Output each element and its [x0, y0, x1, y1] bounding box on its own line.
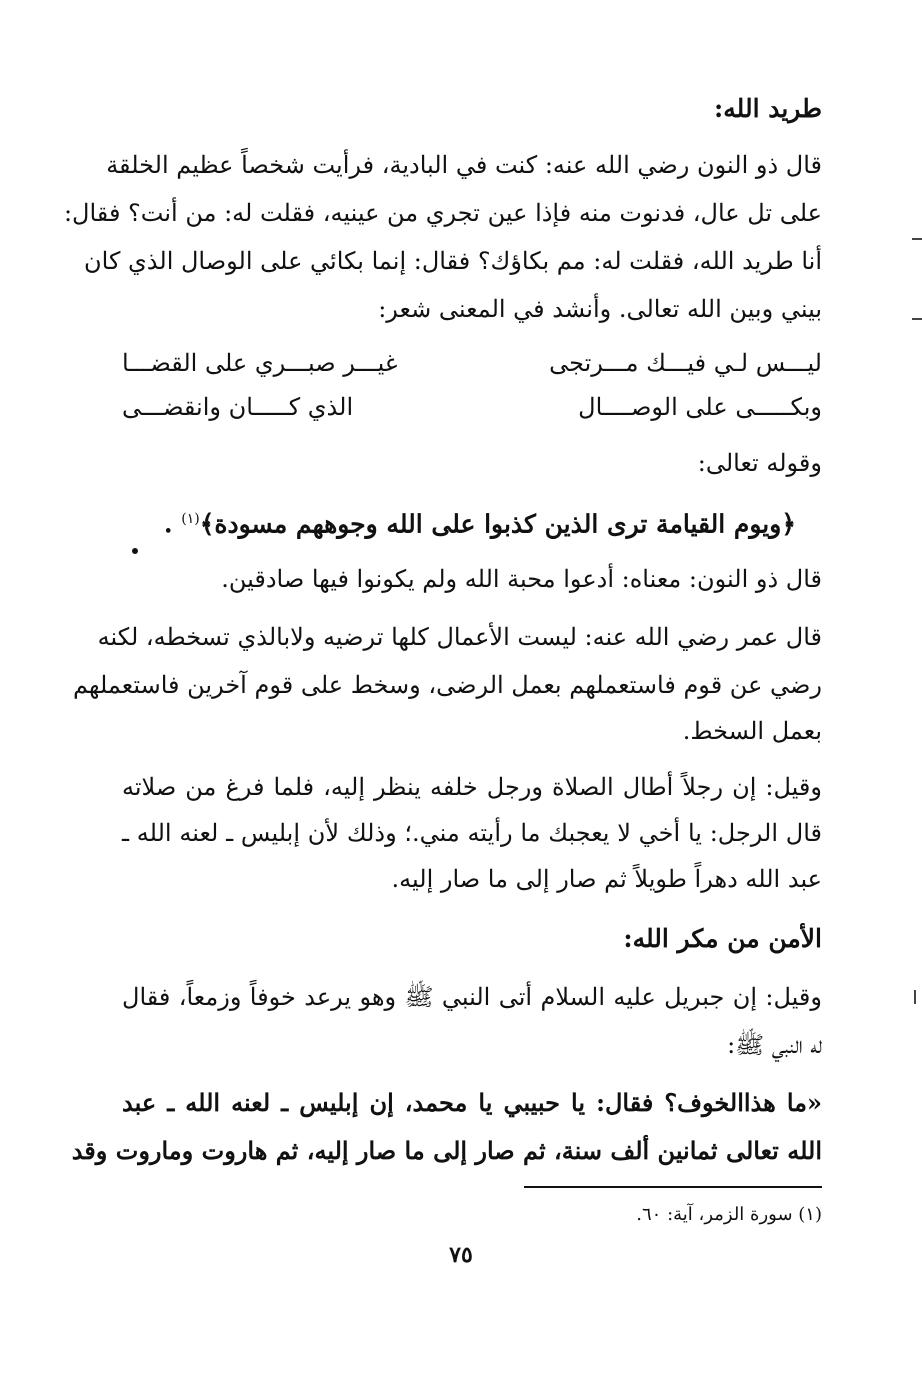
paragraph-line: قال الرجل: يا أخي لا يعجبك ما رأيته مني.؛ وذلك لأن إبليس ـ لعنه الله ـ: [122, 819, 822, 847]
quran-verse-text: ﴿ويوم القيامة ترى الذين كذبوا على الله وجوههم مسودة﴾: [199, 509, 796, 539]
footnote-separator: [524, 1186, 822, 1188]
paragraph-dhul-nun-meaning: قال ذو النون: معناه: أدعوا محبة الله ولم يكونوا فيها صادقين.: [221, 565, 822, 593]
quran-verse-period: .: [163, 509, 173, 539]
paragraph-line: له النبي ﷺ:: [727, 1031, 822, 1059]
paragraph-line: بعمل السخط.: [682, 717, 822, 745]
paragraph-line: «ما هذاالخوف؟ فقال: يا حبيبي يا محمد، إن إبليس ـ لعنه الله ـ عبد: [122, 1088, 822, 1117]
poem-verse: [122, 384, 822, 430]
footnote-ref-mark: (١): [181, 511, 200, 527]
paragraph-line: وقيل: إن رجلاً أطال الصلاة ورجل خلفه ينظر إليه، فلما فرغ من صلاته: [122, 773, 822, 801]
scan-mark: [914, 990, 916, 1004]
poem-hemistich-first: وبكـــــى على الوصــــال: [578, 393, 822, 421]
paragraph-line: قال ذو النون رضي الله عنه: كنت في البادية، فرأيت شخصاً عظيم الخلقة: [106, 151, 822, 179]
footnote: (١) سورة الزمر، آية: ٦٠.: [636, 1204, 822, 1225]
paragraph-line: قال عمر رضي الله عنه: ليست الأعمال كلها ترضيه ولابالذي تسخطه، لكنه: [97, 623, 822, 651]
paragraph-line: الله تعالى ثمانين ألف سنة، ثم صار إلى ما صار إليه، ثم هاروت وماروت وقد: [71, 1136, 822, 1165]
paragraph-line: على تل عال، فدنوت منه فإذا عين تجري من عينيه، فقلت له: من أنت؟ فقال:: [63, 199, 822, 227]
paragraph-line: عبد الله دهراً طويلاً ثم صار إلى ما صار إليه.: [391, 865, 822, 893]
paragraph-line: وقيل: إن جبريل عليه السلام أتى النبي ﷺ وهو يرعد خوفاً وزمعاً، فقال: [122, 983, 822, 1011]
quran-verse: [164, 496, 796, 547]
poem-hemistich-second: الذي كـــــان وانقضـــى: [122, 393, 354, 421]
scan-mark: [912, 318, 922, 320]
poem-hemistich-second: غيـــر صبـــري على القضـــا: [122, 349, 398, 377]
poem-hemistich-first: ليـــس لـي فيـــك مـــرتجى: [549, 349, 822, 377]
scan-mark: [912, 238, 922, 240]
section-heading-tarid-allah: طريد الله:: [714, 94, 822, 123]
paragraph-line: رضي عن قوم فاستعملهم بعمل الرضى، وسخط على قوم آخرين فاستعملهم: [72, 671, 822, 699]
paragraph-line: أنا طريد الله، فقلت له: مم بكاؤك؟ فقال: إنما بكائي على الوصال الذي كان: [84, 247, 822, 275]
print-dot: [132, 548, 138, 554]
paragraph-line: بيني وبين الله تعالى. وأنشد في المعنى شعر:: [378, 295, 822, 323]
page-number: ٧٥: [449, 1242, 473, 1268]
poem-verse: [122, 340, 822, 386]
section-heading-safety-from-plot: الأمن من مكر الله:: [623, 924, 822, 953]
verse-intro: وقوله تعالى:: [697, 449, 822, 477]
